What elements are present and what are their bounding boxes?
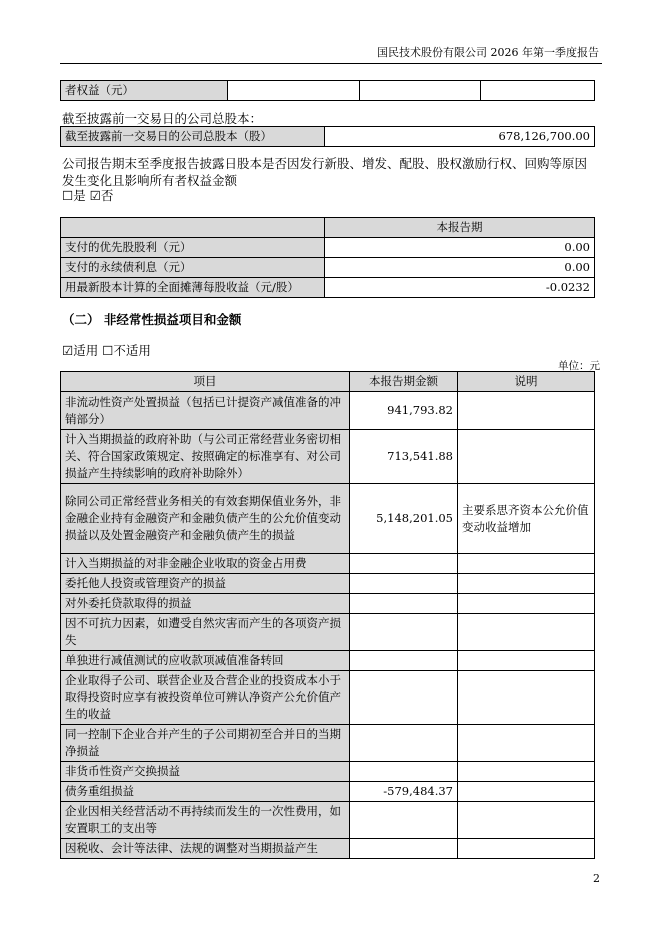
page-number: 2	[593, 872, 600, 885]
item-cell: 委托他人投资或管理资产的损益	[61, 574, 350, 594]
item-cell: 非货币性资产交换损益	[61, 762, 350, 782]
col-header-item: 项目	[61, 372, 350, 392]
item-cell: 计入当期损益的对非金融企业收取的资金占用费	[61, 554, 350, 574]
eps-row-value: 0.00	[325, 238, 595, 258]
table-row	[61, 762, 595, 782]
eps-row-label: 支付的优先股股利（元）	[61, 238, 325, 258]
equity-table-tail	[60, 80, 595, 101]
item-cell: 非流动性资产处置损益（包括已计提资产减值准备的冲销部分）	[61, 392, 350, 430]
note-cell	[458, 762, 595, 782]
note-cell	[458, 839, 595, 859]
equity-row-label: 者权益（元）	[61, 81, 228, 101]
eps-header: 本报告期	[325, 218, 595, 238]
table-row	[61, 725, 595, 762]
amount-cell: 5,148,201.05	[350, 484, 458, 554]
amount-cell	[350, 574, 458, 594]
eps-row-label: 用最新股本计算的全面摊薄每股收益（元/股）	[61, 278, 325, 298]
amount-cell	[350, 839, 458, 859]
equity-cell	[481, 81, 595, 101]
note-cell	[458, 430, 595, 484]
table-row	[61, 651, 595, 671]
eps-header-blank	[61, 218, 325, 238]
page-header: 国民技术股份有限公司 2026 年第一季度报告	[377, 46, 599, 59]
amount-cell	[350, 651, 458, 671]
amount-cell	[350, 594, 458, 614]
table-row	[61, 392, 595, 430]
note-cell	[458, 802, 595, 839]
eps-row-value: 0.00	[325, 258, 595, 278]
note-cell	[458, 725, 595, 762]
table-row	[61, 782, 595, 802]
table-row	[61, 430, 595, 484]
item-cell: 计入当期损益的政府补助（与公司正常经营业务密切相关、符合国家政策规定、按照确定的标准享有、对公司损益产生持续影响的政府补助除外）	[61, 430, 350, 484]
item-cell: 债务重组损益	[61, 782, 350, 802]
item-cell: 对外委托贷款取得的损益	[61, 594, 350, 614]
table-row	[61, 574, 595, 594]
table-row	[61, 554, 595, 574]
equity-cell	[228, 81, 360, 101]
table-row	[61, 614, 595, 651]
table-row	[61, 594, 595, 614]
applicable-options: ☑适用 ☐不适用	[62, 343, 151, 358]
table-row	[61, 802, 595, 839]
table-row	[61, 671, 595, 725]
share-capital-intro: 截至披露前一交易日的公司总股本：	[62, 111, 263, 126]
note-cell: 主要系思齐资本公允价值变动收益增加	[458, 484, 595, 554]
item-cell: 企业取得子公司、联营企业及合营企业的投资成本小于取得投资时应享有被投资单位可辨认净资产公允价值产生的收益	[61, 671, 350, 725]
item-cell: 单独进行减值测试的应收款项减值准备转回	[61, 651, 350, 671]
non-recurring-table	[60, 371, 595, 859]
share-capital-label: 截至披露前一交易日的公司总股本（股）	[61, 127, 325, 147]
amount-cell: 941,793.82	[350, 392, 458, 430]
section-title: （二） 非经常性损益项目和金额	[62, 312, 242, 327]
note-cell	[458, 782, 595, 802]
amount-cell	[350, 614, 458, 651]
note-cell	[458, 671, 595, 725]
change-question-options: ☐是 ☑否	[62, 188, 114, 203]
amount-cell	[350, 554, 458, 574]
amount-cell	[350, 762, 458, 782]
col-header-amount: 本报告期金额	[350, 372, 458, 392]
item-cell: 同一控制下企业合并产生的子公司期初至合并日的当期净损益	[61, 725, 350, 762]
item-cell: 除同公司正常经营业务相关的有效套期保值业务外，非金融企业持有金融资产和金融负债产生的公允价值变动损益以及处置金融资产和金融负债产生的损益	[61, 484, 350, 554]
note-cell	[458, 651, 595, 671]
share-capital-table	[60, 126, 595, 147]
note-cell	[458, 554, 595, 574]
amount-cell: -579,484.37	[350, 782, 458, 802]
item-cell: 企业因相关经营活动不再持续而发生的一次性费用，如安置职工的支出等	[61, 802, 350, 839]
amount-cell	[350, 802, 458, 839]
header-divider	[60, 63, 602, 64]
note-cell	[458, 392, 595, 430]
change-question: 公司报告期末至季度报告披露日股本是否因发行新股、增发、配股、股权激励行权、回购等原因发生变化且影响所有者权益金额	[62, 156, 588, 188]
eps-row-label: 支付的永续债利息（元）	[61, 258, 325, 278]
eps-table	[60, 217, 595, 298]
eps-row-value: -0.0232	[325, 278, 595, 298]
table-row	[61, 484, 595, 554]
col-header-note: 说明	[458, 372, 595, 392]
item-cell: 因不可抗力因素，如遭受自然灾害而产生的各项资产损失	[61, 614, 350, 651]
note-cell	[458, 614, 595, 651]
note-cell	[458, 574, 595, 594]
amount-cell	[350, 725, 458, 762]
amount-cell	[350, 671, 458, 725]
equity-cell	[360, 81, 481, 101]
share-capital-value: 678,126,700.00	[325, 127, 595, 147]
note-cell	[458, 594, 595, 614]
unit-label: 单位：元	[558, 360, 600, 372]
amount-cell: 713,541.88	[350, 430, 458, 484]
item-cell: 因税收、会计等法律、法规的调整对当期损益产生	[61, 839, 350, 859]
table-row	[61, 839, 595, 859]
